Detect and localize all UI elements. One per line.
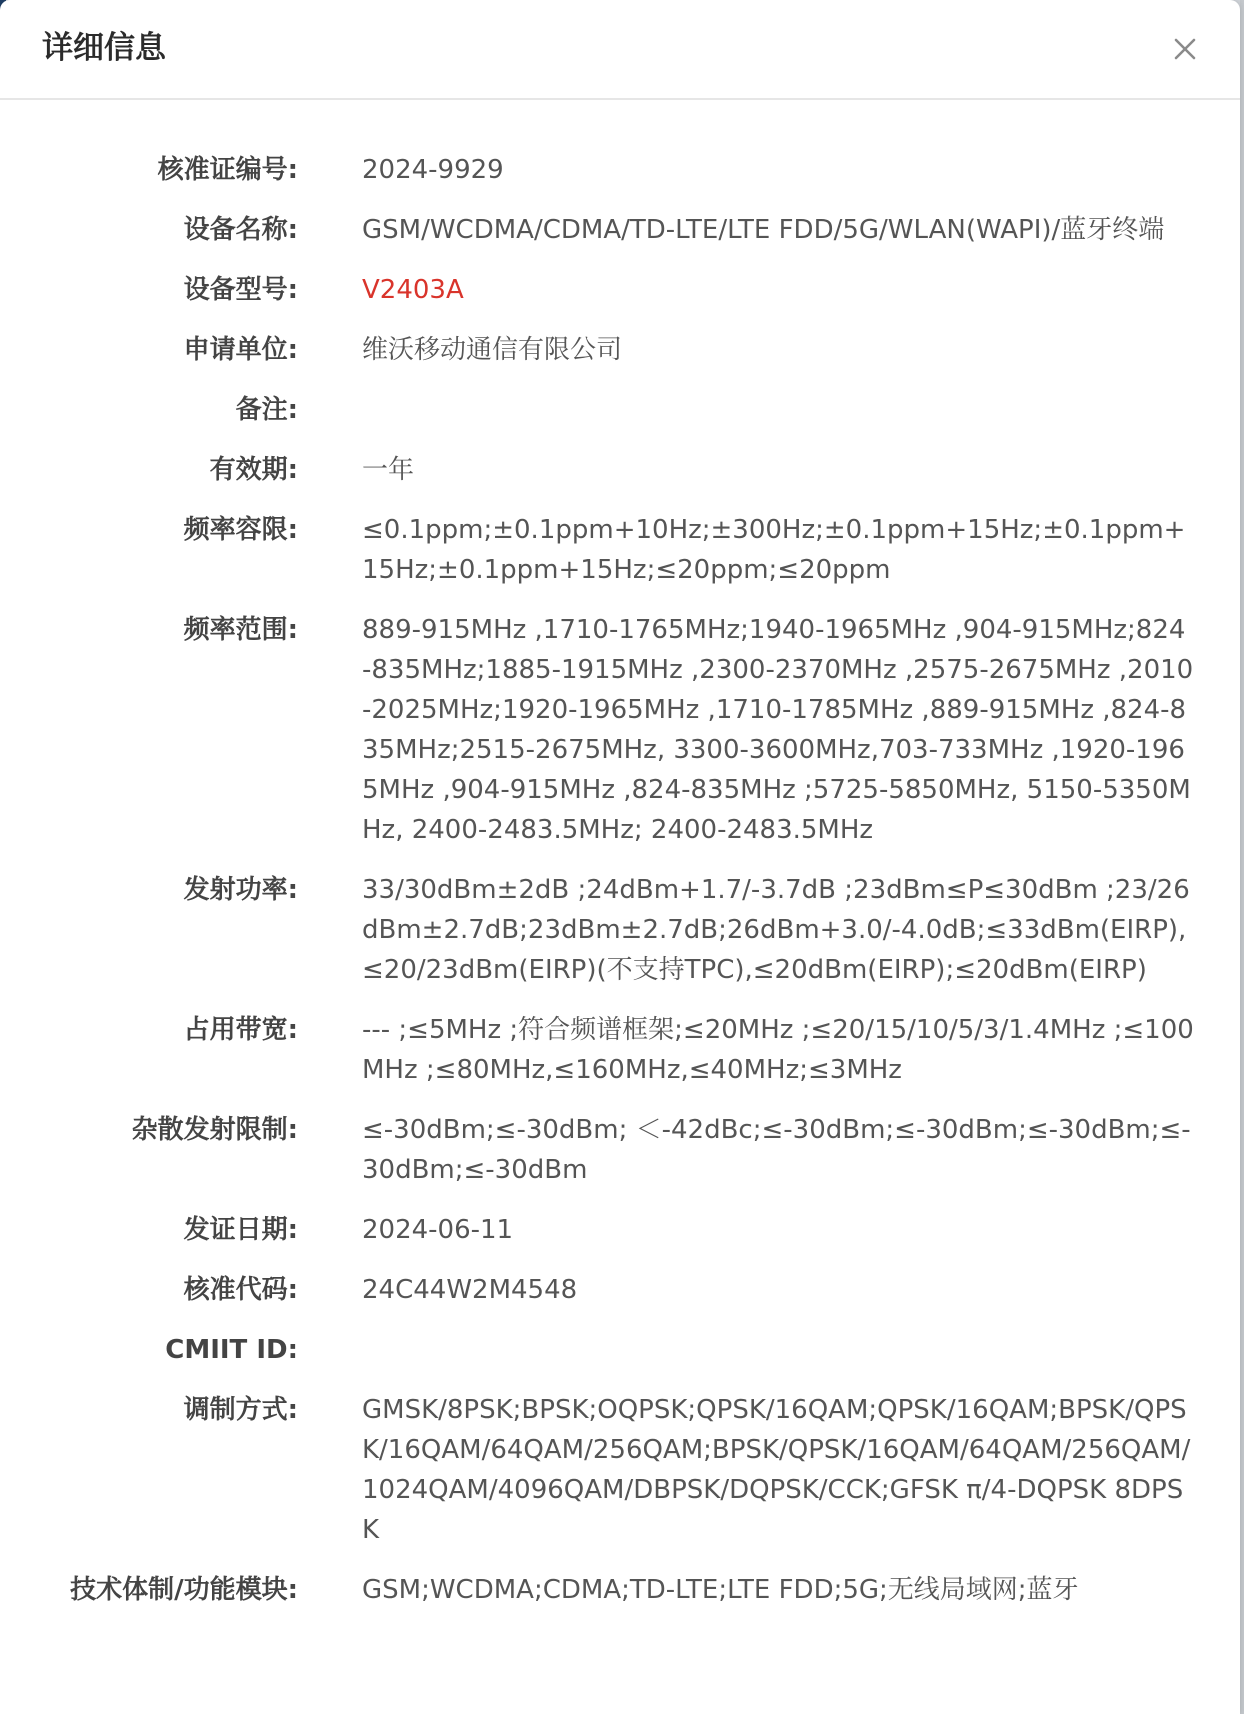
- field-value: [362, 390, 1194, 430]
- field-label: 核准证编号:: [157, 155, 298, 185]
- field-value: 2024-06-11: [362, 1215, 514, 1245]
- dialog-title: 详细信息: [42, 30, 166, 66]
- field-freq-tolerance: [0, 510, 1240, 590]
- field-label: 发射功率:: [183, 875, 298, 905]
- field-value: GSM;WCDMA;CDMA;TD-LTE;LTE FDD;5G;无线局域网;蓝牙: [362, 1575, 1079, 1605]
- field-bandwidth: [0, 1010, 1240, 1090]
- field-issue-date: [0, 1210, 1240, 1250]
- field-value: 2024-9929: [362, 155, 504, 185]
- field-device-model: [0, 270, 1240, 310]
- field-value: [362, 1330, 1194, 1370]
- field-value: ≤-30dBm;≤-30dBm; ＜-42dBc;≤-30dBm;≤-30dBm;≤-30dBm;≤-30dBm;≤-30dBm: [362, 1115, 1191, 1185]
- field-value: ≤0.1ppm;±0.1ppm+10Hz;±300Hz;±0.1ppm+15Hz;±0.1ppm+15Hz;±0.1ppm+15Hz;≤20ppm;≤20ppm: [362, 515, 1186, 585]
- field-device-name: [0, 210, 1240, 250]
- field-label: 发证日期:: [183, 1215, 298, 1245]
- field-cmiit-id: [0, 1330, 1240, 1370]
- field-remarks: [0, 390, 1240, 430]
- field-modulation: [0, 1390, 1240, 1550]
- backdrop-right: [1240, 0, 1244, 1714]
- field-label: 核准代码:: [183, 1275, 298, 1305]
- field-validity: [0, 450, 1240, 490]
- field-value: 33/30dBm±2dB ;24dBm+1.7/-3.7dB ;23dBm≤P≤30dBm ;23/26dBm±2.7dB;23dBm±2.7dB;26dBm+3.0/-4.0dB;≤33dBm(EIRP),≤20/23dBm(EIRP)(不支持TPC),≤20dBm(EIRP);≤20dBm(EIRP): [362, 875, 1190, 985]
- field-value: --- ;≤5MHz ;符合频谱框架;≤20MHz ;≤20/15/10/5/3/1.4MHz ;≤100MHz ;≤80MHz,≤160MHz,≤40MHz;≤3MHz: [362, 1015, 1194, 1085]
- field-value: 889-915MHz ,1710-1765MHz;1940-1965MHz ,904-915MHz;824-835MHz;1885-1915MHz ,2300-2370MHz ,2575-2675MHz ,2010-2025MHz;1920-1965MHz ,1710-1785MHz ,889-915MHz ,824-835MHz;2515-2675MHz, 3300-3600MHz,703-733MHz ,1920-1965MHz ,904-915MHz ,824-835MHz ;5725-5850MHz, 5150-5350MHz, 2400-2483.5MHz; 2400-2483.5MHz: [362, 615, 1194, 845]
- field-label: 技术体制/功能模块:: [70, 1575, 298, 1605]
- field-tx-power: [0, 870, 1240, 990]
- field-freq-range: [0, 610, 1240, 850]
- field-value: 维沃移动通信有限公司: [362, 335, 623, 365]
- dialog-header: [0, 0, 1240, 100]
- close-icon: [1164, 28, 1206, 70]
- details-list: [0, 150, 1240, 1630]
- field-spurious: [0, 1110, 1240, 1190]
- field-label: CMIIT ID:: [165, 1335, 298, 1365]
- field-label: 有效期:: [209, 455, 298, 485]
- field-label: 备注:: [235, 395, 298, 425]
- field-value: GSM/WCDMA/CDMA/TD-LTE/LTE FDD/5G/WLAN(WAPI)/蓝牙终端: [362, 215, 1165, 245]
- field-label: 调制方式:: [183, 1395, 298, 1425]
- field-label: 频率范围:: [183, 615, 298, 645]
- field-label: 设备名称:: [183, 215, 298, 245]
- field-applicant: [0, 330, 1240, 370]
- field-label: 申请单位:: [183, 335, 298, 365]
- device-model-link[interactable]: V2403A: [362, 275, 464, 305]
- close-button[interactable]: [1164, 28, 1206, 70]
- field-value: 一年: [362, 455, 415, 485]
- field-label: 频率容限:: [183, 515, 298, 545]
- field-approval-no: [0, 150, 1240, 190]
- field-label: 设备型号:: [183, 275, 298, 305]
- field-value: GMSK/8PSK;BPSK;OQPSK;QPSK/16QAM;QPSK/16QAM;BPSK/QPSK/16QAM/64QAM/256QAM;BPSK/QPSK/16QAM/64QAM/256QAM/1024QAM/4096QAM/DBPSK/DQPSK/CCK;GFSK π/4-DQPSK 8DPSK: [362, 1395, 1191, 1545]
- field-approval-code: [0, 1270, 1240, 1310]
- field-label: 杂散发射限制:: [131, 1115, 298, 1145]
- field-value: 24C44W2M4548: [362, 1275, 578, 1305]
- field-tech-modules: [0, 1570, 1240, 1610]
- field-label: 占用带宽:: [183, 1015, 298, 1045]
